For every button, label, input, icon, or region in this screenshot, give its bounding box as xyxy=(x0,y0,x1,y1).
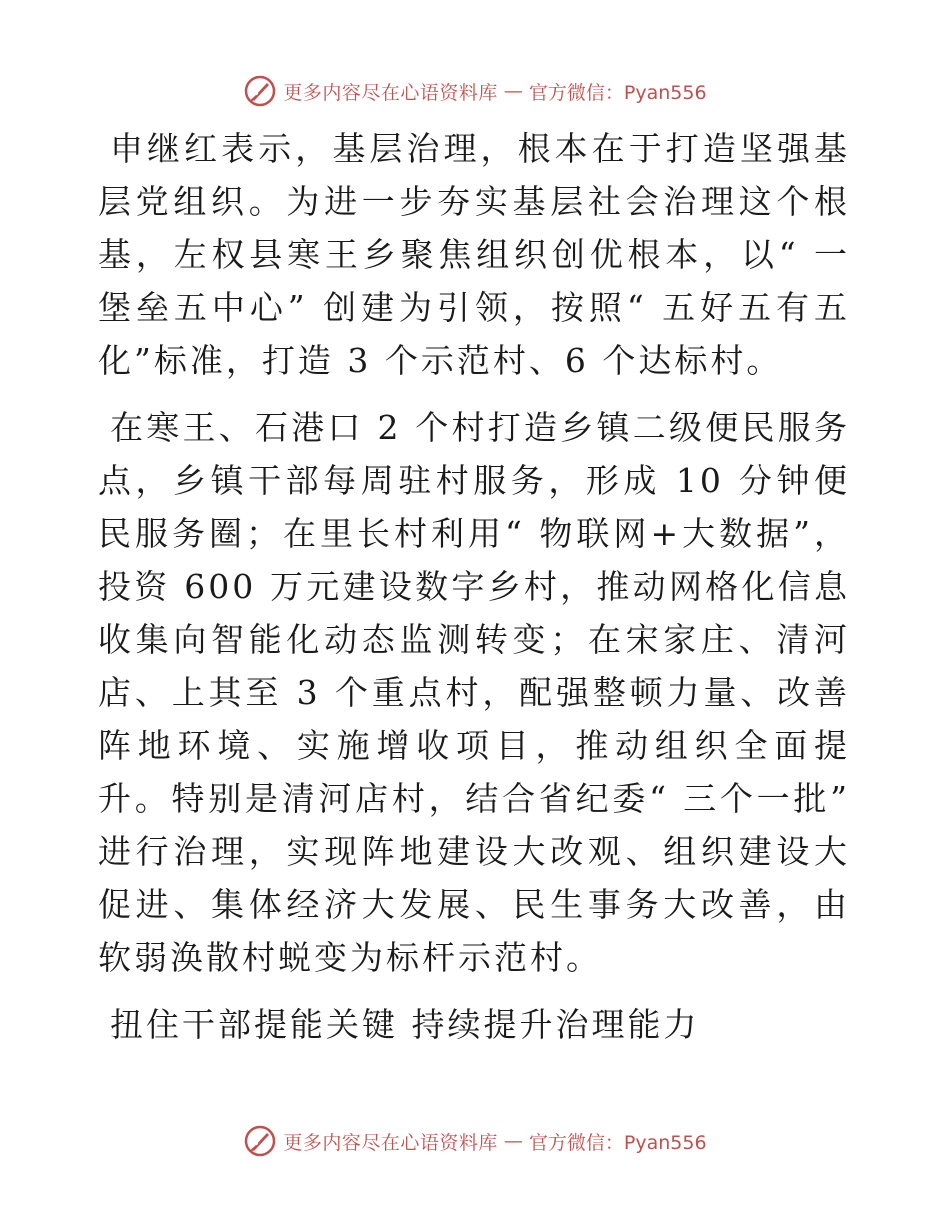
watermark-wechat-text: 官方微信：Pyan556 xyxy=(528,1131,707,1154)
quill-logo-icon xyxy=(243,74,277,108)
watermark-wechat-text: 官方微信：Pyan556 xyxy=(528,81,707,104)
quill-logo-icon xyxy=(243,1124,277,1158)
watermark-separator: — xyxy=(503,1130,523,1152)
watermark-site-text: 更多内容尽在心语资料库 xyxy=(283,81,498,104)
section-heading: 扭住干部提能关键 持续提升治理能力 xyxy=(110,1005,700,1044)
document-body xyxy=(98,122,850,1051)
watermark-separator: — xyxy=(503,80,523,102)
header-watermark xyxy=(0,74,950,108)
paragraph-2: 在寒王、石港口 2 个村打造乡镇二级便民服务点，乡镇干部每周驻村服务，形成 10 分钟便民服务圈；在里长村利用“ 物联网+大数据”，投资 600 万元建设数字乡村，推动网格化信息收集向智能化动态监测转变；在宋家庄、清河店、上其至 3 个重点村，配强整顿力量、改善阵地环境、实施增收项目，推动组织全面提升。特别是清河店村，结合省纪委“ 三个一批” 进行治理，实现阵地建设大改观、组织建设大促进、集体经济大发展、民生事务大改善，由软弱涣散村蜕变为标杆示范村。 xyxy=(98,408,850,977)
paragraph-1: 申继红表示，基层治理，根本在于打造坚强基层党组织。为进一步夯实基层社会治理这个根基，左权县寒王乡聚焦组织创优根本，以“ 一堡垒五中心” 创建为引领，按照“ 五好五有五化”标准，打造 3 个示范村、6 个达标村。 xyxy=(98,129,850,380)
footer-watermark xyxy=(0,1124,950,1158)
watermark-site-text: 更多内容尽在心语资料库 xyxy=(283,1131,498,1154)
